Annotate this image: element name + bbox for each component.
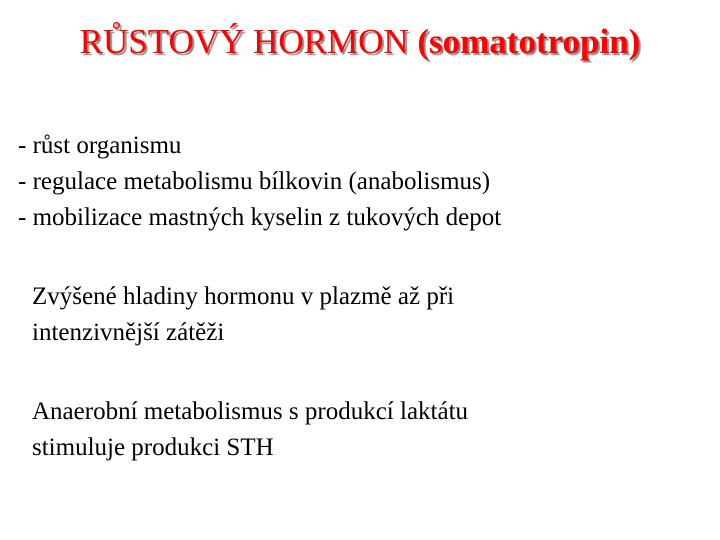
slide-title-main: RŮSTOVÝ HORMON — [79, 22, 409, 61]
function-list — [18, 128, 708, 236]
list-item: - růst organismu — [18, 132, 182, 159]
slide-title-subtitle: (somatotropin) — [417, 22, 641, 61]
plasma-levels-paragraph — [32, 279, 702, 351]
paragraph-line: Zvýšené hladiny hormonu v plazmě až při — [32, 283, 455, 310]
list-item: - regulace metabolismu bílkovin (anabolismus) — [18, 168, 491, 195]
anaerobic-paragraph — [32, 394, 702, 466]
list-item: - mobilizace mastných kyselin z tukových depot — [18, 204, 502, 231]
paragraph-line: stimuluje produkci STH — [32, 434, 274, 461]
paragraph-line: intenzivnější zátěži — [32, 319, 225, 346]
paragraph-line: Anaerobní metabolismus s produkcí laktátu — [32, 398, 469, 425]
slide-title — [0, 18, 720, 66]
